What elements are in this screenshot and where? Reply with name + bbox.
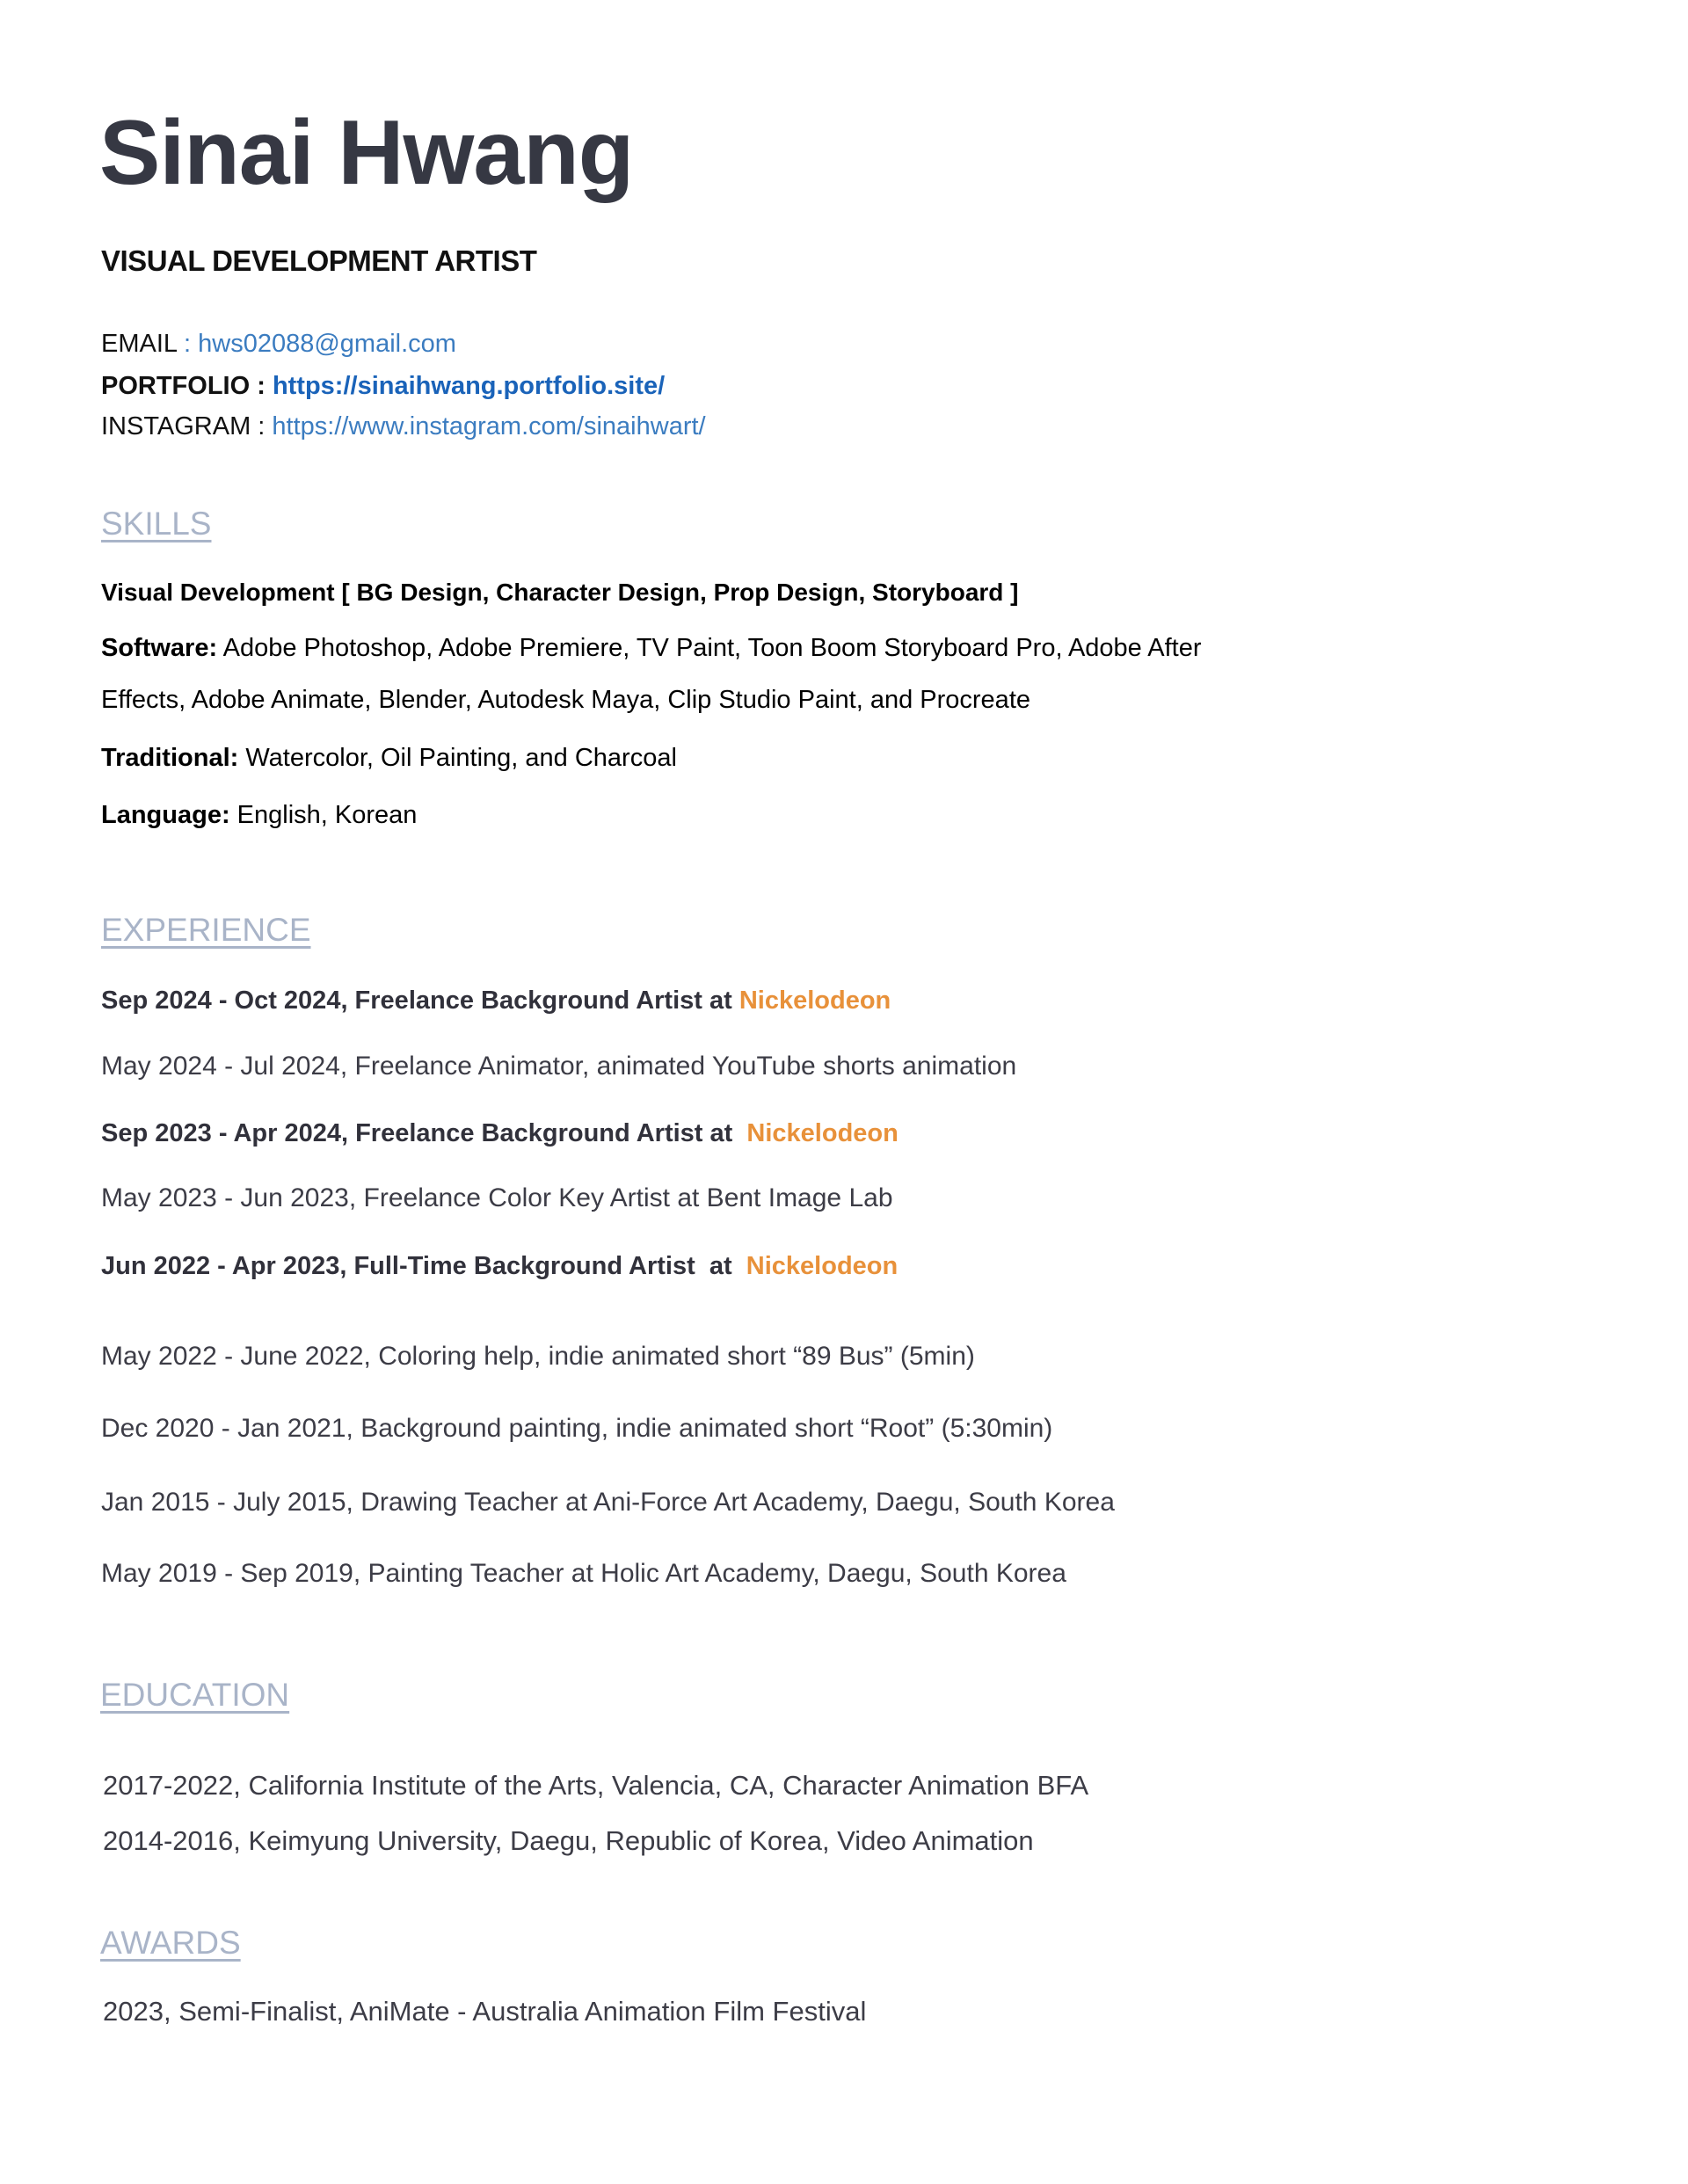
skills-heading: SKILLS [101, 506, 212, 542]
email-separator: : [176, 330, 199, 358]
education-item: 2017-2022, California Institute of the Arts, Valencia, CA, Character Animation BFA [103, 1770, 1089, 1801]
education-item: 2014-2016, Keimyung University, Daegu, Republic of Korea, Video Animation [103, 1825, 1034, 1856]
skill-traditional [101, 746, 677, 771]
experience-text: Jun 2022 - Apr 2023, Full-Time Background Artist at [101, 1252, 746, 1280]
experience-item: May 2019 - Sep 2019, Painting Teacher at Holic Art Academy, Daegu, South Korea [101, 1559, 1066, 1588]
skill-software-line-1 [101, 636, 1202, 661]
contact-portfolio-row [101, 374, 665, 399]
software-value: Adobe Photoshop, Adobe Premiere, TV Paint, Toon Boom Storyboard Pro, Adobe After [217, 634, 1202, 662]
instagram-label: INSTAGRAM : [101, 412, 273, 440]
software-label: Software: [101, 634, 218, 662]
skill-software-line-2: Effects, Adobe Animate, Blender, Autodesk Maya, Clip Studio Paint, and Procreate [101, 686, 1030, 714]
job-title: VISUAL DEVELOPMENT ARTIST [101, 244, 537, 277]
experience-org: Nickelodeon [746, 1252, 899, 1280]
experience-item: May 2024 - Jul 2024, Freelance Animator, animated YouTube shorts animation [101, 1052, 1017, 1081]
page-title: Sinai Hwang [99, 102, 634, 204]
experience-item [101, 988, 891, 1014]
experience-text: Sep 2023 - Apr 2024, Freelance Background Artist at [101, 1119, 747, 1147]
contact-instagram-row [101, 414, 706, 440]
email-link[interactable]: hws02088@gmail.com [198, 330, 456, 358]
language-label: Language: [101, 801, 230, 829]
experience-org: Nickelodeon [746, 1119, 899, 1147]
experience-item [101, 1121, 899, 1147]
awards-heading: AWARDS [100, 1925, 241, 1961]
portfolio-label: PORTFOLIO : [101, 372, 273, 400]
experience-heading: EXPERIENCE [101, 912, 311, 948]
portfolio-link[interactable]: https://sinaihwang.portfolio.site/ [272, 372, 666, 400]
skill-visual-development: Visual Development [ BG Design, Character Design, Prop Design, Storyboard ] [101, 579, 1019, 606]
experience-item: May 2023 - Jun 2023, Freelance Color Key Artist at Bent Image Lab [101, 1183, 893, 1212]
experience-item: Jan 2015 - July 2015, Drawing Teacher at Ani-Force Art Academy, Daegu, South Korea [101, 1488, 1115, 1517]
instagram-link[interactable]: https://www.instagram.com/sinaihwart/ [272, 412, 706, 440]
experience-org: Nickelodeon [738, 986, 891, 1015]
education-heading: EDUCATION [100, 1677, 290, 1713]
traditional-label: Traditional: [101, 744, 239, 772]
experience-item: May 2022 - June 2022, Coloring help, indie animated short “89 Bus” (5min) [101, 1342, 975, 1371]
traditional-value: Watercolor, Oil Painting, and Charcoal [238, 744, 677, 772]
experience-item [101, 1254, 898, 1279]
language-value: English, Korean [229, 801, 418, 829]
experience-item: Dec 2020 - Jan 2021, Background painting, indie animated short “Root” (5:30min) [101, 1414, 1053, 1443]
contact-email-row [101, 331, 456, 357]
experience-text: Sep 2024 - Oct 2024, Freelance Background Artist at [101, 986, 739, 1015]
email-label: EMAIL [101, 330, 177, 358]
award-item: 2023, Semi-Finalist, AniMate - Australia Animation Film Festival [103, 1996, 867, 2027]
skill-language [101, 803, 417, 828]
